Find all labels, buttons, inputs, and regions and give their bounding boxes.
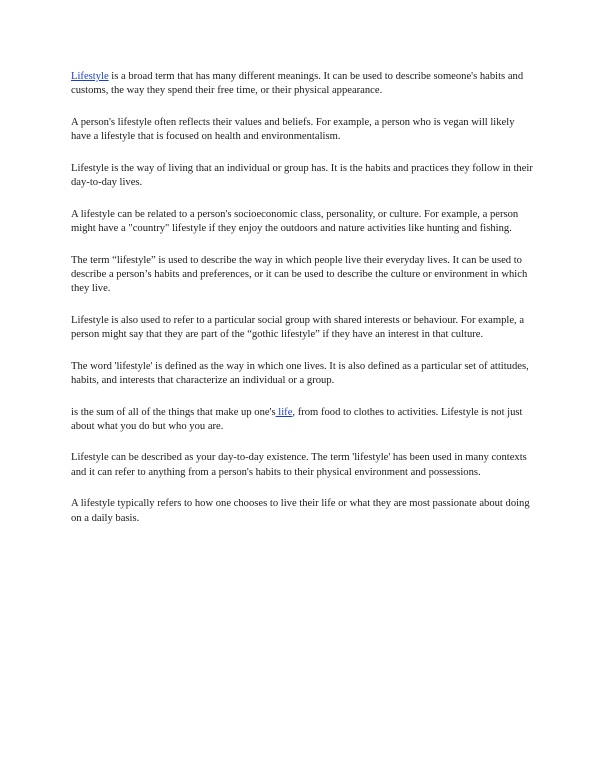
paragraph-8 — [71, 406, 533, 434]
life-link[interactable]: life — [275, 406, 293, 418]
paragraph-1-text: is a broad term that has many different meanings. It can be used to describe someone's habits and customs, the way they spend their free time, or their physical appearance. — [71, 71, 524, 97]
paragraph-4: A lifestyle can be related to a person's socioeconomic class, personality, or culture. For example, a person might have a "country" lifestyle if they enjoy the outdoors and nature activities like hunting and fishing. — [71, 208, 519, 234]
paragraph-8-text-before: is the sum of all of the things that make up one's — [71, 406, 276, 418]
paragraph-6: Lifestyle is also used to refer to a particular social group with shared interests or behaviour. For example, a person might say that they are part of the “gothic lifestyle” if they have an interest in that culture. — [71, 314, 525, 340]
paragraph-1 — [71, 70, 533, 98]
paragraph-7: The word 'lifestyle' is defined as the way in which one lives. It is also defined as a particular set of attitudes, habits, and interests that characterize an individual or a group. — [71, 360, 529, 386]
document-page — [71, 70, 533, 543]
paragraph-2: A person's lifestyle often reflects their values and beliefs. For example, a person who is vegan will likely have a lifestyle that is focused on health and environmentalism. — [71, 116, 515, 143]
paragraph-5: The term “lifestyle” is used to describe the way in which people live their everyday lives. It can be used to describe a person’s habits and preferences, or it can be used to describe the culture or environment in which they live. — [71, 254, 528, 295]
lifestyle-link[interactable]: Lifestyle — [71, 71, 109, 82]
paragraph-9: Lifestyle can be described as your day-to-day existence. The term 'lifestyle' has been used in many contexts and it can refer to anything from a person's habits to their physical environment and possessions. — [71, 452, 527, 478]
paragraph-3: Lifestyle is the way of living that an individual or group has. It is the habits and practices they follow in their day-to-day lives. — [71, 162, 533, 189]
paragraph-8-text-after: , from food to clothes to activities. Lifestyle is not just about what you do but who you are. — [71, 406, 523, 432]
paragraph-10: A lifestyle typically refers to how one chooses to live their life or what they are most passionate about doing on a daily basis. — [71, 498, 530, 524]
